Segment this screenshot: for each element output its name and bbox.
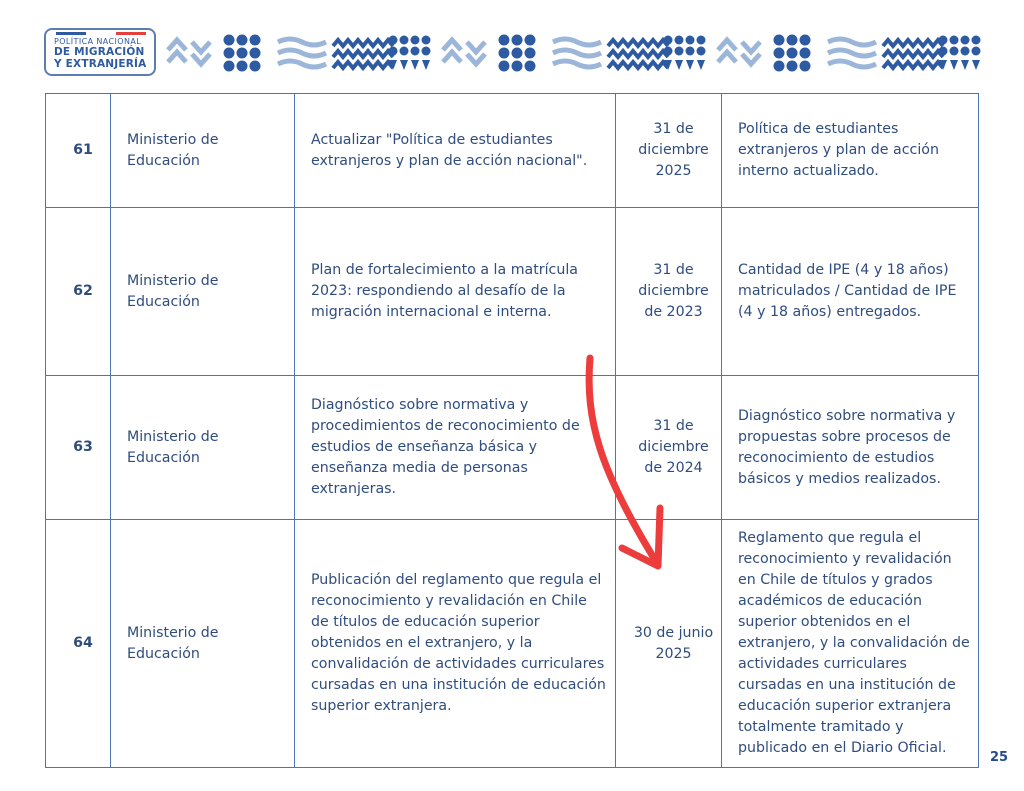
- dot-grid-icon: [250, 35, 261, 46]
- pin-icon: [675, 47, 684, 56]
- zigzag-icon: [883, 62, 943, 68]
- pin-icon: [686, 47, 695, 56]
- flag-stripe: [56, 32, 146, 35]
- logo-line-3: Y EXTRANJERÍA: [54, 58, 147, 70]
- result-cell: Política de estudiantes extranjeros y plan de acción interno actualizado.: [722, 94, 979, 208]
- wave-icon: [553, 39, 601, 45]
- pin-icon: [389, 47, 398, 56]
- logo-line-2: DE MIGRACIÓN: [54, 46, 145, 58]
- dot-grid-icon: [800, 48, 811, 59]
- table-row: [46, 376, 979, 520]
- pin-icon: [686, 36, 695, 45]
- pin-icon: [400, 36, 409, 45]
- pin-icon: [972, 36, 981, 45]
- dot-grid-icon: [250, 48, 261, 59]
- chevron-up-icon: [443, 52, 461, 62]
- deadline-cell: 30 de junio 2025: [616, 520, 722, 768]
- wave-icon: [828, 61, 876, 67]
- dot-grid-icon: [499, 61, 510, 72]
- action-cell: Plan de fortalecimiento a la matrícula 2023: respondiendo al desafío de la migración internacional e interna.: [295, 208, 616, 376]
- row-number: 64: [46, 520, 111, 768]
- pin-icon: [675, 60, 683, 70]
- pin-icon: [411, 36, 420, 45]
- dot-grid-icon: [224, 61, 235, 72]
- institution-cell: Ministerio de Educación: [111, 94, 295, 208]
- deadline-cell: 31 de diciembre de 2023: [616, 208, 722, 376]
- institution-cell: Ministerio de Educación: [111, 208, 295, 376]
- zigzag-icon: [333, 51, 393, 57]
- pin-icon: [675, 36, 684, 45]
- pin-icon: [950, 47, 959, 56]
- pin-icon: [972, 47, 981, 56]
- pin-icon: [686, 60, 694, 70]
- pin-icon: [422, 36, 431, 45]
- chevron-down-icon: [467, 42, 485, 52]
- zigzag-icon: [333, 62, 393, 68]
- pin-icon: [411, 60, 419, 70]
- pin-icon: [400, 47, 409, 56]
- result-cell: Reglamento que regula el reconocimiento y revalidación en Chile de títulos y grados académicos de educación superior obtenidos en el extranjero, y la convalidación de actividades curriculares cursadas en una institución de educación superior extranjera totalmente tramitado y publicado en el Diario Oficial.: [722, 520, 979, 768]
- row-number: 63: [46, 376, 111, 520]
- pin-icon: [400, 60, 408, 70]
- chevron-up-icon: [168, 52, 186, 62]
- dot-grid-icon: [512, 61, 523, 72]
- chevron-down-icon: [192, 42, 210, 52]
- wave-icon: [828, 50, 876, 56]
- dot-grid-icon: [787, 48, 798, 59]
- pin-icon: [961, 47, 970, 56]
- result-cell: Cantidad de IPE (4 y 18 años) matriculados / Cantidad de IPE (4 y 18 años) entregados.: [722, 208, 979, 376]
- institution-cell: Ministerio de Educación: [111, 520, 295, 768]
- dot-grid-icon: [237, 61, 248, 72]
- zigzag-icon: [608, 40, 668, 46]
- pin-icon: [961, 60, 969, 70]
- page-number: 25: [990, 750, 1009, 765]
- row-number: 61: [46, 94, 111, 208]
- pin-icon: [939, 36, 948, 45]
- pin-icon: [939, 47, 948, 56]
- row-number: 62: [46, 208, 111, 376]
- page-header: [44, 28, 984, 80]
- wave-icon: [553, 50, 601, 56]
- deadline-cell: 31 de diciembre de 2024: [616, 376, 722, 520]
- pin-icon: [697, 36, 706, 45]
- dot-grid-icon: [525, 61, 536, 72]
- pin-icon: [389, 36, 398, 45]
- deadline-cell: 31 de diciembre 2025: [616, 94, 722, 208]
- pin-icon: [664, 47, 673, 56]
- pin-icon: [972, 60, 980, 70]
- dot-grid-icon: [774, 48, 785, 59]
- wave-icon: [828, 39, 876, 45]
- result-cell: Diagnóstico sobre normativa y propuestas sobre procesos de reconocimiento de estudios básicos y medios realizados.: [722, 376, 979, 520]
- zigzag-icon: [608, 62, 668, 68]
- pin-icon: [422, 60, 430, 70]
- wave-icon: [278, 39, 326, 45]
- wave-icon: [278, 61, 326, 67]
- institution-cell: Ministerio de Educación: [111, 376, 295, 520]
- zigzag-icon: [333, 40, 393, 46]
- wave-icon: [278, 50, 326, 56]
- politica-nacional-logo: [44, 28, 156, 76]
- dot-grid-icon: [800, 61, 811, 72]
- dot-grid-icon: [224, 48, 235, 59]
- table-row: [46, 94, 979, 208]
- dot-grid-icon: [525, 48, 536, 59]
- action-plan-table: [45, 93, 979, 768]
- pin-icon: [411, 47, 420, 56]
- chevron-up-icon: [718, 52, 736, 62]
- dot-grid-icon: [787, 35, 798, 46]
- decorative-pattern: [164, 32, 984, 76]
- table-row: [46, 208, 979, 376]
- dot-grid-icon: [512, 48, 523, 59]
- pin-icon: [422, 47, 431, 56]
- action-cell: Actualizar "Política de estudiantes extranjeros y plan de acción nacional".: [295, 94, 616, 208]
- pin-icon: [950, 60, 958, 70]
- action-cell: Diagnóstico sobre normativa y procedimientos de reconocimiento de estudios de enseñanza básica y enseñanza media de personas extranjeras.: [295, 376, 616, 520]
- wave-icon: [553, 61, 601, 67]
- table-row: [46, 520, 979, 768]
- pin-icon: [950, 36, 959, 45]
- zigzag-icon: [883, 51, 943, 57]
- dot-grid-icon: [774, 61, 785, 72]
- dot-grid-icon: [499, 35, 510, 46]
- pin-icon: [961, 36, 970, 45]
- dot-grid-icon: [800, 35, 811, 46]
- zigzag-icon: [608, 51, 668, 57]
- dot-grid-icon: [237, 35, 248, 46]
- zigzag-icon: [883, 40, 943, 46]
- chevron-down-icon: [742, 42, 760, 52]
- dot-grid-icon: [224, 35, 235, 46]
- logo-line-1: POLÍTICA NACIONAL: [54, 37, 142, 46]
- action-cell: Publicación del reglamento que regula el reconocimiento y revalidación en Chile de títulos de educación superior obtenidos en el extranjero, y la convalidación de actividades curriculares cursadas en una institución de educación superior extranjera.: [295, 520, 616, 768]
- dot-grid-icon: [512, 35, 523, 46]
- pin-icon: [697, 47, 706, 56]
- dot-grid-icon: [525, 35, 536, 46]
- dot-grid-icon: [499, 48, 510, 59]
- pin-icon: [697, 60, 705, 70]
- dot-grid-icon: [787, 61, 798, 72]
- dot-grid-icon: [250, 61, 261, 72]
- dot-grid-icon: [237, 48, 248, 59]
- dot-grid-icon: [774, 35, 785, 46]
- pin-icon: [664, 36, 673, 45]
